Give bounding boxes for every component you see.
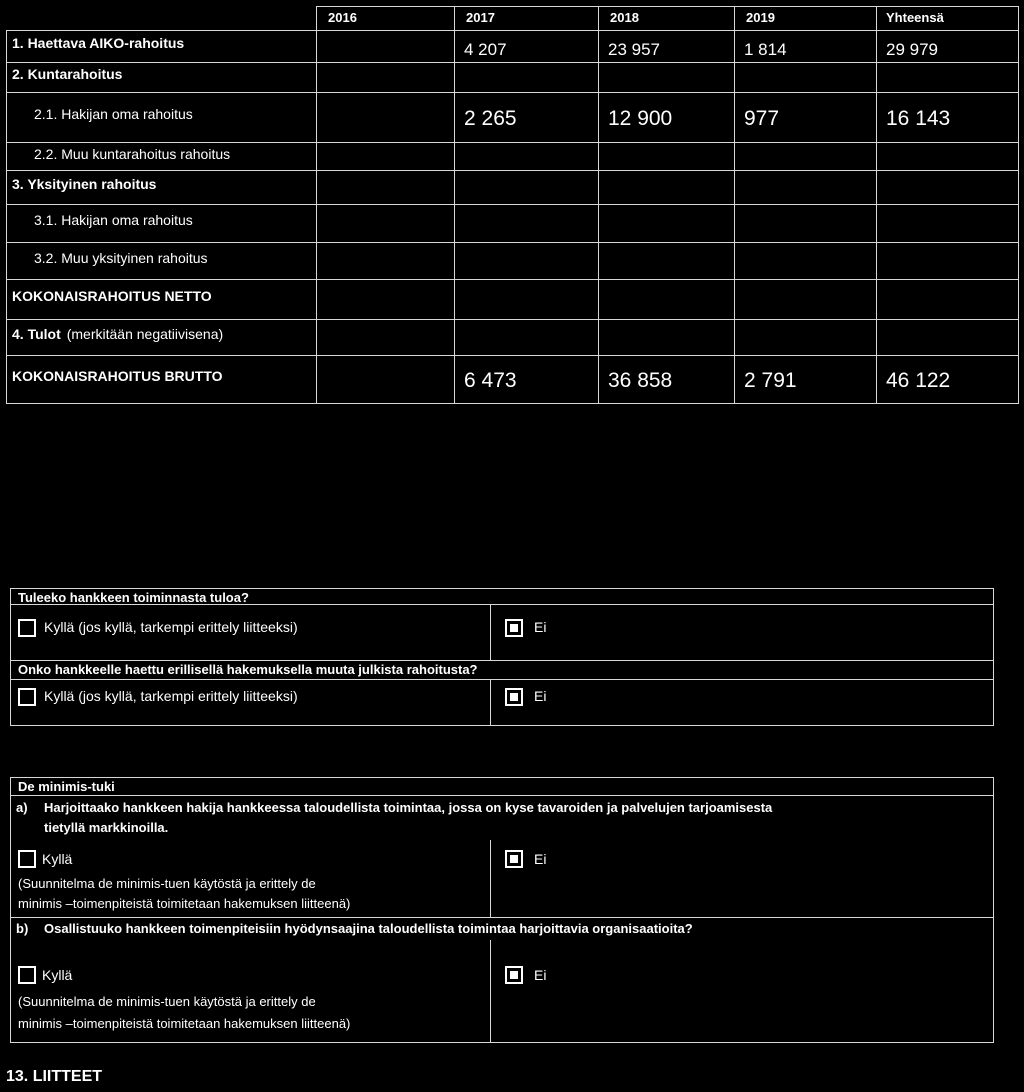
- table-cell: [876, 279, 1019, 320]
- public-funding-no-checkbox[interactable]: [505, 688, 523, 706]
- column-header: 2019: [746, 10, 775, 25]
- economic-activity-note-cont: minimis –toimenpiteistä toimitetaan hakemuksen liitteenä): [18, 896, 351, 911]
- table-row-label: [12, 35, 184, 51]
- row-label-text: KOKONAISRAHOITUS BRUTTO: [12, 368, 223, 384]
- table-row-label: [12, 66, 122, 82]
- table-cell: [316, 142, 455, 171]
- column-header: 2018: [610, 10, 639, 25]
- table-cell: [876, 242, 1019, 280]
- table-row-label: [12, 288, 212, 304]
- table-cell: [598, 204, 735, 243]
- row-label-text: 3.1. Hakijan oma rahoitus: [34, 212, 193, 228]
- economic-activity-question-cont: tietyllä markkinoilla.: [44, 820, 169, 835]
- table-row-label: [12, 368, 223, 384]
- beneficiaries-question: Osallistuuko hankkeen toimenpiteisiin hyödynsaajina taloudellista toimintaa harjoittavia organisaatioita?: [44, 921, 693, 936]
- beneficiaries-note: (Suunnitelma de minimis-tuen käytöstä ja erittely de: [18, 994, 316, 1009]
- income-no-label: Ei: [534, 619, 547, 635]
- table-row-label: [34, 250, 208, 266]
- table-row-label: [34, 146, 230, 162]
- beneficiaries-no-label: Ei: [534, 967, 547, 983]
- beneficiaries-note-cont: minimis –toimenpiteistä toimitetaan hakemuksen liitteenä): [18, 1016, 351, 1031]
- table-row-label: [34, 212, 193, 228]
- table-cell: [316, 170, 455, 205]
- economic-activity-question: Harjoittaako hankkeen hakija hankkeessa taloudellista toimintaa, jossa on kyse tavaroiden ja palvelujen tarjoamisesta: [44, 800, 773, 815]
- table-cell: [316, 92, 455, 143]
- table-value: 2 265: [464, 107, 517, 130]
- income-question: Tuleeko hankkeen toiminnasta tuloa?: [18, 590, 249, 605]
- table-value: 16 143: [886, 107, 951, 130]
- table-cell: [734, 319, 877, 356]
- table-cell: [454, 204, 599, 243]
- table-cell: [734, 170, 877, 205]
- row-label-note: (merkitään negatiivisena): [66, 326, 224, 342]
- economic-activity-no-checkbox[interactable]: [505, 850, 523, 868]
- table-value: 29 979: [886, 40, 938, 59]
- beneficiaries-yes-label: Kyllä: [42, 967, 73, 983]
- table-cell: [454, 142, 599, 171]
- table-cell: [598, 62, 735, 93]
- table-cell: [598, 319, 735, 356]
- table-cell: [598, 242, 735, 280]
- table-cell: [316, 319, 455, 356]
- table-cell: [316, 355, 455, 404]
- table-cell: [876, 142, 1019, 171]
- table-cell: [734, 279, 877, 320]
- table-row-label: [34, 106, 193, 122]
- divider: [10, 917, 994, 918]
- table-cell: [454, 279, 599, 320]
- public-funding-question: Onko hankkeelle haettu erillisellä hakemuksella muuta julkista rahoitusta?: [18, 662, 478, 677]
- economic-activity-yes-checkbox[interactable]: [18, 850, 36, 868]
- public-funding-yes-checkbox[interactable]: [18, 688, 36, 706]
- divider: [490, 840, 491, 917]
- income-yes-label: Kyllä (jos kyllä, tarkempi erittely liitteeksi): [44, 619, 298, 635]
- divider: [490, 605, 491, 660]
- beneficiaries-no-checkbox[interactable]: [505, 966, 523, 984]
- economic-activity-yes-label: Kyllä: [42, 851, 73, 867]
- table-cell: [734, 242, 877, 280]
- table-cell: [876, 204, 1019, 243]
- table-cell: [734, 142, 877, 171]
- table-value: 6 473: [464, 369, 517, 392]
- row-label-text: 2.2. Muu kuntarahoitus rahoitus: [34, 146, 231, 162]
- section-heading: 13. LIITTEET: [6, 1068, 103, 1085]
- table-value: 23 957: [608, 40, 660, 59]
- table-value: 36 858: [608, 369, 673, 392]
- row-label-text: 1. Haettava AIKO-rahoitus: [12, 35, 185, 51]
- public-funding-yes-label: Kyllä (jos kyllä, tarkempi erittely liitteeksi): [44, 688, 298, 704]
- deminimis-title: De minimis-tuki: [18, 779, 115, 794]
- income-no-checkbox[interactable]: [505, 619, 523, 637]
- table-cell: [454, 62, 599, 93]
- table-cell: [454, 242, 599, 280]
- divider: [490, 940, 491, 1043]
- table-cell: [316, 242, 455, 280]
- row-label-text: 2.1. Hakijan oma rahoitus: [34, 106, 193, 122]
- table-cell: [454, 170, 599, 205]
- table-cell: [316, 279, 455, 320]
- question-letter: b): [16, 921, 29, 936]
- column-header: 2016: [328, 10, 357, 25]
- table-cell: [316, 204, 455, 243]
- table-cell: [316, 30, 455, 63]
- table-row-label: [12, 176, 156, 192]
- table-cell: [876, 62, 1019, 93]
- row-label-text: KOKONAISRAHOITUS NETTO: [12, 288, 212, 304]
- table-value: 12 900: [608, 107, 673, 130]
- row-label-text: 2. Kuntarahoitus: [12, 66, 123, 82]
- economic-activity-no-label: Ei: [534, 851, 547, 867]
- table-value: 46 122: [886, 369, 951, 392]
- table-cell: [876, 319, 1019, 356]
- table-cell: [598, 170, 735, 205]
- row-label-text: 3. Yksityinen rahoitus: [12, 176, 157, 192]
- table-cell: [598, 279, 735, 320]
- divider: [490, 680, 491, 726]
- row-label-text: 4. Tulot: [12, 326, 61, 342]
- economic-activity-note: (Suunnitelma de minimis-tuen käytöstä ja erittely de: [18, 876, 316, 891]
- table-cell: [598, 142, 735, 171]
- table-row-label: [12, 326, 223, 342]
- table-cell: [734, 62, 877, 93]
- table-value: 4 207: [464, 40, 507, 59]
- question-letter: a): [16, 800, 28, 815]
- beneficiaries-yes-checkbox[interactable]: [18, 966, 36, 984]
- income-yes-checkbox[interactable]: [18, 619, 36, 637]
- table-cell: [454, 319, 599, 356]
- table-cell: [876, 170, 1019, 205]
- public-funding-no-label: Ei: [534, 688, 547, 704]
- table-value: 2 791: [744, 369, 797, 392]
- divider: [10, 795, 994, 796]
- table-value: 1 814: [744, 40, 787, 59]
- row-label-text: 3.2. Muu yksityinen rahoitus: [34, 249, 208, 266]
- table-value: 977: [744, 107, 780, 130]
- income-frame: [10, 588, 994, 726]
- column-header: 2017: [466, 10, 495, 25]
- table-cell: [734, 204, 877, 243]
- table-cell: [316, 62, 455, 93]
- column-header: Yhteensä: [886, 10, 944, 25]
